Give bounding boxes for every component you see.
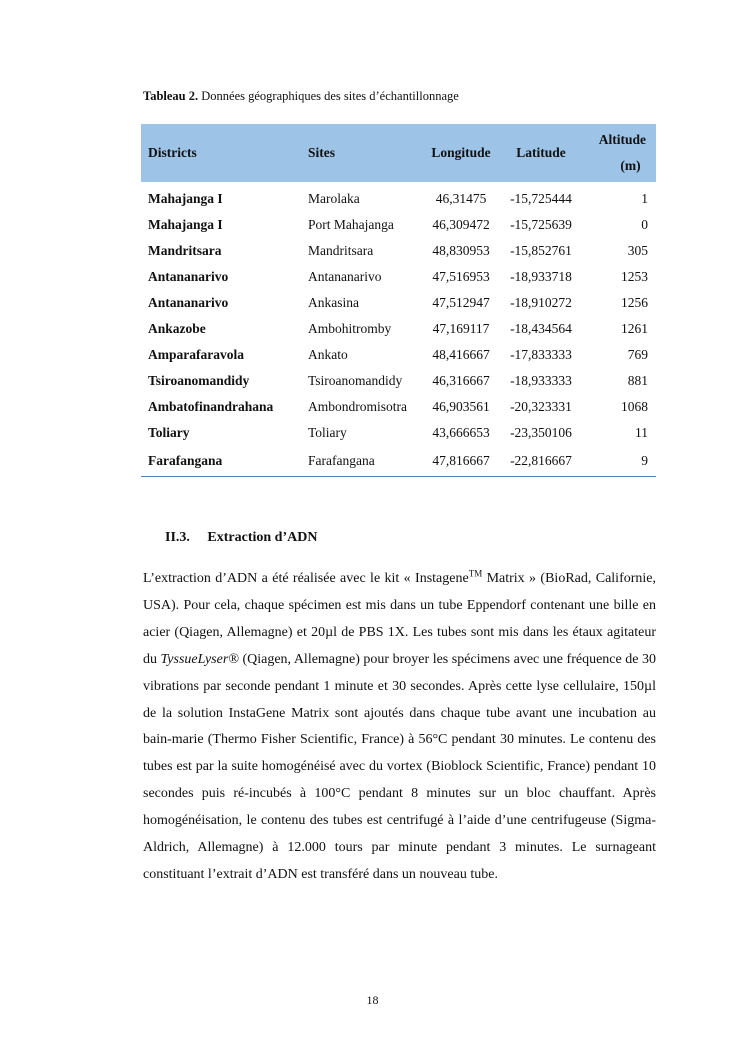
cell-district: Mahajanga I [148, 191, 223, 206]
header-sites: Sites [308, 145, 335, 160]
cell-longitude: 48,830953 [432, 243, 490, 258]
cell-longitude: 46,316667 [432, 373, 490, 388]
cell-longitude: 48,416667 [432, 347, 490, 362]
table-row [141, 290, 656, 316]
cell-site: Mandritsara [308, 243, 374, 258]
cell-latitude: -17,833333 [510, 347, 572, 362]
cell-latitude: -18,933718 [510, 269, 572, 284]
table-row [141, 316, 656, 342]
table-row [141, 238, 656, 264]
cell-latitude: -15,852761 [510, 243, 572, 258]
cell-site: Farafangana [301, 446, 425, 477]
cell-district: Ambatofinandrahana [148, 399, 274, 414]
cell-longitude: 43,666653 [432, 425, 490, 440]
table-row [141, 394, 656, 420]
cell-altitude: 769 [627, 347, 648, 362]
table-caption [143, 89, 459, 104]
cell-site: Toliary [308, 425, 347, 440]
cell-latitude: -18,933333 [510, 373, 572, 388]
table-row [141, 368, 656, 394]
cell-altitude: 305 [627, 243, 648, 258]
paragraph-part-1: L’extraction d’ADN a été réalisée avec le kit « Instagene [143, 571, 469, 586]
cell-longitude: 47,816667 [425, 446, 497, 477]
table-row [141, 342, 656, 368]
table-caption-text: Données géographiques des sites d’échantillonnage [201, 89, 459, 103]
cell-latitude: -15,725444 [510, 191, 572, 206]
cell-latitude: -18,434564 [510, 321, 572, 336]
paragraph-part-3: (Qiagen, Allemagne) pour broyer les spécimens avec une fréquence de 30 vibrations par seconde pendant 1 minute et 30 secondes. Après cette lyse cellulaire, 150µl de la solution InstaGene Matrix sont ajoutés dans chaque tube avant une incubation au bain-marie (Thermo Fisher Scientific, France) à 56°C pendant 30 minutes. Le contenu des tubes est par la suite homogénéisé avec du vortex (Bioblock Scientific, France) pendant 10 secondes puis ré-incubés à 100°C pendant 8 minutes sur un bloc chauffant. Après homogénéisation, le contenu des tubes est centrifugé à l’aide d’une centrifugeuse (Sigma-Aldrich, Allemagne) à 12.000 tours par minute pendant 3 minutes. Le surnageant constituant l’extrait d’ADN est transféré dans un nouveau tube. [143, 651, 656, 882]
header-altitude-unit: (m) [620, 158, 641, 173]
cell-site: Port Mahajanga [308, 217, 394, 232]
paragraph-part-2: Matrix » (BioRad, Californie, USA). Pour cela, chaque spécimen est mis dans un tube Eppendorf contenant une bille en acier (Qiagen, Allemagne) et 20µl de PBS 1X. Les tubes sont mis dans les étaux agitateur du [143, 571, 656, 667]
cell-longitude: 47,516953 [432, 269, 490, 284]
cell-site: Antananarivo [308, 269, 382, 284]
cell-site: Marolaka [308, 191, 360, 206]
table-caption-label: Tableau 2. [143, 89, 199, 103]
cell-altitude: 1 [641, 191, 648, 206]
cell-district: Toliary [148, 425, 190, 440]
header-altitude-label: Altitude [598, 132, 646, 147]
cell-latitude: -18,910272 [510, 295, 572, 310]
header-altitude [585, 124, 656, 182]
cell-site: Ankasina [308, 295, 359, 310]
header-longitude: Longitude [431, 145, 491, 160]
cell-site: Ambohitromby [308, 321, 392, 336]
cell-district: Tsiroanomandidy [148, 373, 250, 388]
cell-district: Ankazobe [148, 321, 206, 336]
cell-altitude: 0 [641, 217, 648, 232]
header-latitude: Latitude [516, 145, 566, 160]
table-row [141, 212, 656, 238]
cell-longitude: 47,512947 [432, 295, 490, 310]
cell-altitude: 1256 [621, 295, 648, 310]
cell-altitude: 1261 [621, 321, 648, 336]
cell-altitude: 881 [627, 373, 648, 388]
body-paragraph [143, 566, 656, 889]
cell-latitude: -15,725639 [510, 217, 572, 232]
cell-latitude: -22,816667 [497, 446, 585, 477]
table-row [141, 446, 656, 477]
cell-district: Antananarivo [148, 295, 229, 310]
table-header-row [141, 124, 656, 182]
table-row [141, 264, 656, 290]
cell-altitude: 1068 [621, 399, 648, 414]
section-heading [165, 530, 317, 546]
cell-site: Ankato [308, 347, 348, 362]
section-title: Extraction d’ADN [207, 530, 318, 545]
table-body [141, 182, 656, 477]
cell-site: Tsiroanomandidy [308, 373, 403, 388]
cell-latitude: -23,350106 [510, 425, 572, 440]
cell-longitude: 46,903561 [432, 399, 490, 414]
cell-district: Mahajanga I [148, 217, 223, 232]
section-number: II.3. [165, 530, 190, 545]
cell-site: Ambondromisotra [308, 399, 407, 414]
cell-altitude: 9 [585, 446, 656, 477]
cell-longitude: 47,169117 [432, 321, 490, 336]
cell-longitude: 46,309472 [432, 217, 490, 232]
cell-district: Antananarivo [148, 269, 229, 284]
cell-altitude: 1253 [621, 269, 648, 284]
table-row [141, 182, 656, 212]
table-row [141, 420, 656, 446]
cell-longitude: 46,31475 [435, 191, 487, 206]
cell-district: Farafangana [141, 446, 301, 477]
cell-latitude: -20,323331 [510, 399, 572, 414]
geographic-data-table [141, 124, 656, 477]
cell-altitude: 11 [635, 425, 648, 440]
page-number: 18 [366, 993, 379, 1007]
cell-district: Mandritsara [148, 243, 222, 258]
paragraph-italic-term: TyssueLyser® [160, 651, 239, 667]
header-districts: Districts [148, 145, 197, 160]
trademark-superscript: TM [468, 568, 483, 579]
cell-district: Amparafaravola [148, 347, 244, 362]
